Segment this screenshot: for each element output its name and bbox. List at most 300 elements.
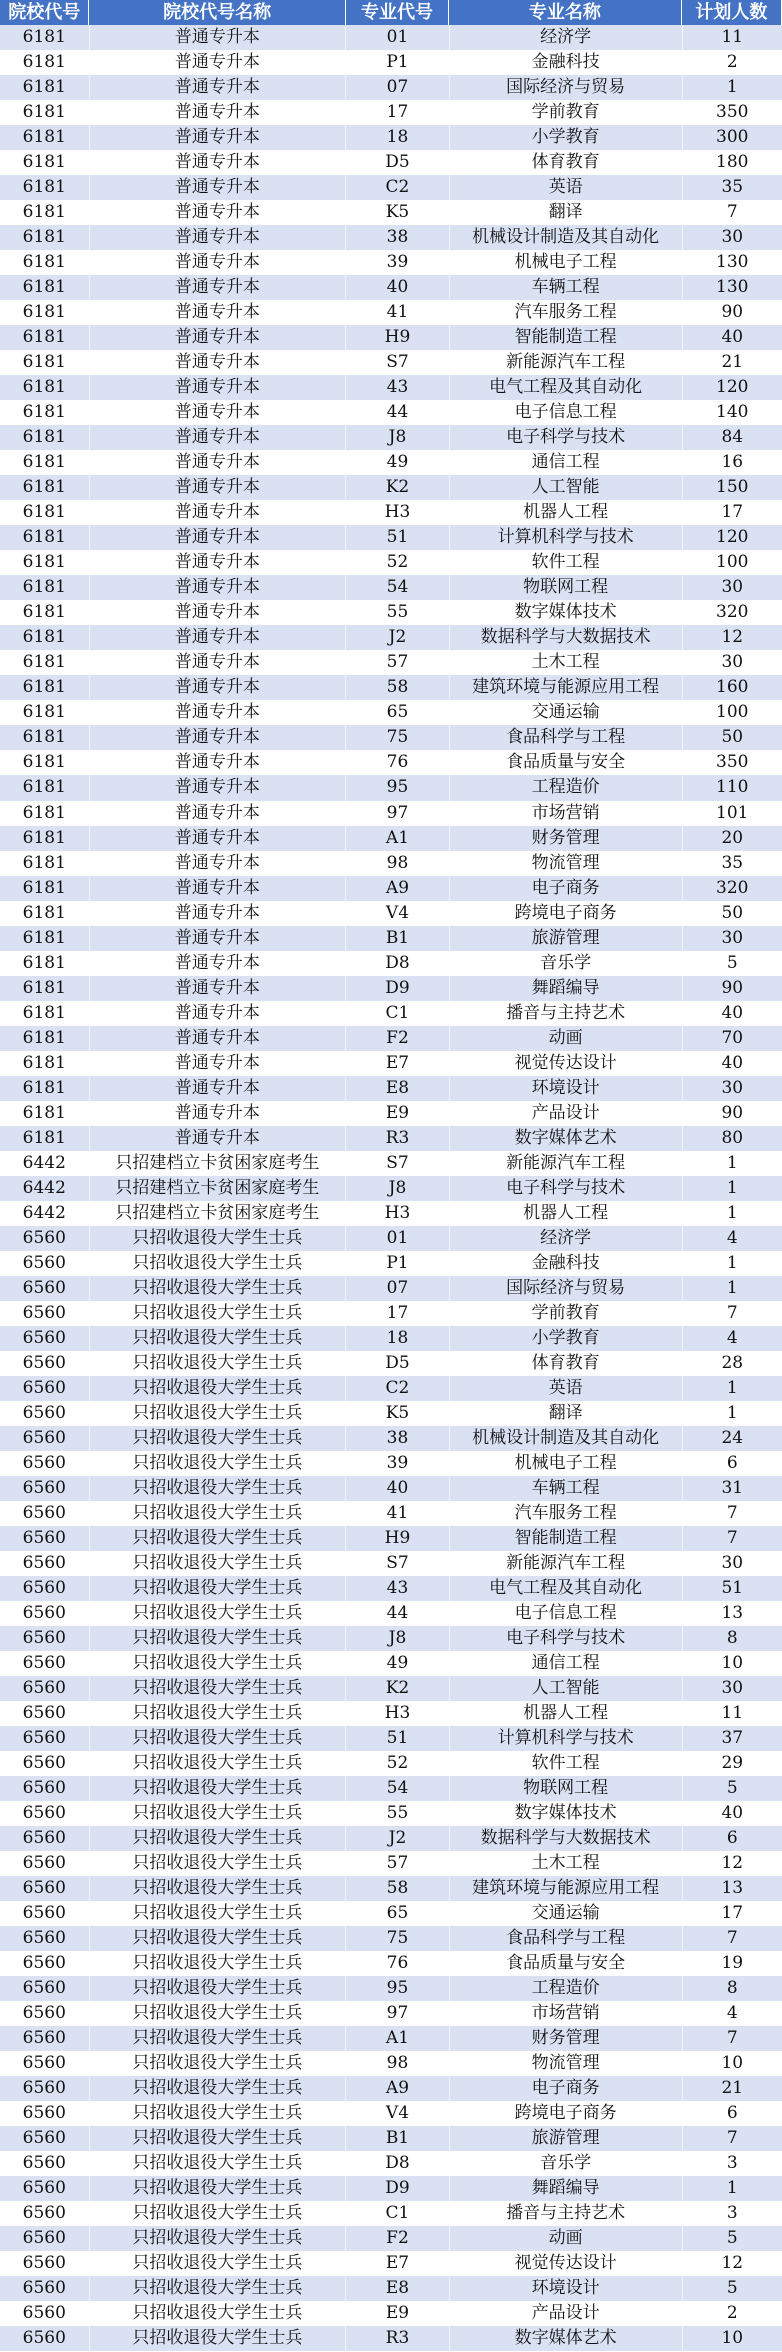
school-name-cell: 普通专升本 <box>90 851 347 876</box>
major-code-cell: S7 <box>346 350 449 375</box>
school-code-cell: 6560 <box>0 1701 90 1726</box>
major-code-cell: 57 <box>346 1851 449 1876</box>
major-name-cell: 学前教育 <box>450 1301 683 1326</box>
table-row <box>0 375 782 400</box>
major-name-cell: 小学教育 <box>450 125 683 150</box>
school-code-cell: 6181 <box>0 1076 90 1101</box>
school-name-cell: 普通专升本 <box>90 550 347 575</box>
school-code-cell: 6181 <box>0 375 90 400</box>
major-code-cell: 52 <box>346 1751 449 1776</box>
plan-count-cell: 2 <box>726 52 738 73</box>
major-code-cell: 38 <box>346 1426 449 1451</box>
table-row <box>0 425 782 450</box>
table-row <box>0 675 782 700</box>
major-code-cell: 55 <box>346 600 449 625</box>
major-name-cell: 体育教育 <box>450 150 683 175</box>
school-code-cell: 6181 <box>0 350 90 375</box>
school-name-cell: 普通专升本 <box>90 1001 347 1026</box>
major-code-cell: 75 <box>346 1926 449 1951</box>
school-name-cell: 只招建档立卡贫困家庭考生 <box>90 1201 347 1226</box>
major-name-cell: 数字媒体艺术 <box>450 2326 683 2351</box>
table-row <box>0 1451 782 1476</box>
major-code-cell: J8 <box>346 1626 449 1651</box>
school-name-cell: 普通专升本 <box>90 225 347 250</box>
major-code-cell: A9 <box>346 876 449 901</box>
table-row <box>0 2151 782 2176</box>
school-code-cell: 6560 <box>0 1776 90 1801</box>
school-name-cell: 只招收退役大学生士兵 <box>90 1401 347 1426</box>
major-name-cell: 数字媒体艺术 <box>450 1126 683 1151</box>
major-name-cell: 新能源汽车工程 <box>450 1551 683 1576</box>
major-name-cell: 数据科学与大数据技术 <box>450 625 683 650</box>
plan-count-cell: 140 <box>716 402 749 423</box>
major-code-cell: 75 <box>346 725 449 750</box>
major-name-cell: 市场营销 <box>450 801 683 826</box>
school-code-cell: 6560 <box>0 2326 90 2351</box>
plan-count-cell: 90 <box>721 1102 744 1123</box>
major-code-cell: 65 <box>346 1901 449 1926</box>
plan-count-cell: 12 <box>721 1853 744 1874</box>
major-name-cell: 软件工程 <box>450 550 683 575</box>
plan-count-cell: 101 <box>716 802 749 823</box>
school-code-cell: 6181 <box>0 500 90 525</box>
major-name-cell: 车辆工程 <box>450 275 683 300</box>
plan-count-cell: 1 <box>726 1252 738 1273</box>
major-code-cell: 95 <box>346 1976 449 2001</box>
major-code-cell: E9 <box>346 1101 449 1126</box>
major-name-cell: 经济学 <box>450 1226 683 1251</box>
major-name-cell: 新能源汽车工程 <box>450 1151 683 1176</box>
school-name-cell: 普通专升本 <box>90 475 347 500</box>
school-code-cell: 6181 <box>0 801 90 826</box>
plan-count-cell: 1 <box>726 1377 738 1398</box>
school-name-cell: 普通专升本 <box>90 951 347 976</box>
major-code-cell: 49 <box>346 450 449 475</box>
plan-count-cell: 4 <box>726 1227 738 1248</box>
table-row <box>0 1001 782 1026</box>
school-code-cell: 6560 <box>0 2101 90 2126</box>
school-name-cell: 只招收退役大学生士兵 <box>90 2326 347 2351</box>
school-code-cell: 6560 <box>0 1376 90 1401</box>
school-name-cell: 只招收退役大学生士兵 <box>90 2251 347 2276</box>
table-row <box>0 475 782 500</box>
major-code-cell: P1 <box>346 50 449 75</box>
major-code-cell: J8 <box>346 425 449 450</box>
major-name-cell: 市场营销 <box>450 2001 683 2026</box>
major-code-cell: D5 <box>346 150 449 175</box>
table-row <box>0 225 782 250</box>
table-row <box>0 1026 782 1051</box>
plan-count-cell: 130 <box>716 252 749 273</box>
table-row <box>0 1426 782 1451</box>
major-name-cell: 人工智能 <box>450 1676 683 1701</box>
header-major-code: 专业代号 <box>346 0 449 25</box>
school-name-cell: 只招收退役大学生士兵 <box>90 2226 347 2251</box>
plan-count-cell: 6 <box>726 1828 738 1849</box>
table-row <box>0 2301 782 2326</box>
school-code-cell: 6560 <box>0 1551 90 1576</box>
plan-count-cell: 12 <box>721 627 744 648</box>
school-name-cell: 只招收退役大学生士兵 <box>90 1726 347 1751</box>
major-name-cell: 环境设计 <box>450 1076 683 1101</box>
table-row <box>0 100 782 125</box>
major-name-cell: 电子信息工程 <box>450 400 683 425</box>
school-name-cell: 只招收退役大学生士兵 <box>90 1276 347 1301</box>
major-code-cell: 76 <box>346 750 449 775</box>
school-code-cell: 6560 <box>0 1276 90 1301</box>
table-row <box>0 1876 782 1901</box>
major-code-cell: E7 <box>346 1051 449 1076</box>
school-name-cell: 只招收退役大学生士兵 <box>90 2301 347 2326</box>
school-code-cell: 6560 <box>0 1576 90 1601</box>
school-name-cell: 普通专升本 <box>90 375 347 400</box>
major-name-cell: 数据科学与大数据技术 <box>450 1826 683 1851</box>
table-row <box>0 1376 782 1401</box>
school-code-cell: 6560 <box>0 1626 90 1651</box>
major-name-cell: 电气工程及其自动化 <box>450 1576 683 1601</box>
school-name-cell: 普通专升本 <box>90 801 347 826</box>
major-code-cell: 51 <box>346 1726 449 1751</box>
major-name-cell: 播音与主持艺术 <box>450 1001 683 1026</box>
school-code-cell: 6181 <box>0 475 90 500</box>
major-name-cell: 机器人工程 <box>450 1201 683 1226</box>
school-name-cell: 普通专升本 <box>90 600 347 625</box>
major-name-cell: 国际经济与贸易 <box>450 1276 683 1301</box>
table-row <box>0 2126 782 2151</box>
school-code-cell: 6181 <box>0 725 90 750</box>
school-name-cell: 普通专升本 <box>90 775 347 800</box>
table-row <box>0 575 782 600</box>
table-row <box>0 801 782 826</box>
plan-count-cell: 6 <box>726 1452 738 1473</box>
major-name-cell: 小学教育 <box>450 1326 683 1351</box>
plan-count-cell: 130 <box>716 277 749 298</box>
school-code-cell: 6181 <box>0 525 90 550</box>
school-name-cell: 普通专升本 <box>90 100 347 125</box>
school-name-cell: 只招收退役大学生士兵 <box>90 1926 347 1951</box>
school-code-cell: 6181 <box>0 625 90 650</box>
plan-count-cell: 30 <box>721 1678 744 1699</box>
plan-count-cell: 30 <box>721 1077 744 1098</box>
school-code-cell: 6181 <box>0 951 90 976</box>
school-name-cell: 只招收退役大学生士兵 <box>90 2176 347 2201</box>
plan-count-cell: 100 <box>716 702 749 723</box>
plan-count-cell: 1 <box>726 1152 738 1173</box>
school-code-cell: 6560 <box>0 1426 90 1451</box>
major-name-cell: 食品科学与工程 <box>450 725 683 750</box>
school-name-cell: 只招建档立卡贫困家庭考生 <box>90 1176 347 1201</box>
table-row <box>0 2076 782 2101</box>
major-code-cell: D9 <box>346 976 449 1001</box>
major-name-cell: 产品设计 <box>450 1101 683 1126</box>
school-name-cell: 只招收退役大学生士兵 <box>90 1551 347 1576</box>
plan-count-cell: 29 <box>721 1753 744 1774</box>
plan-count-cell: 30 <box>721 577 744 598</box>
major-name-cell: 财务管理 <box>450 826 683 851</box>
plan-count-cell: 19 <box>721 1953 744 1974</box>
school-code-cell: 6181 <box>0 826 90 851</box>
school-name-cell: 只招收退役大学生士兵 <box>90 1751 347 1776</box>
table-row <box>0 1326 782 1351</box>
school-name-cell: 普通专升本 <box>90 1126 347 1151</box>
school-code-cell: 6560 <box>0 1751 90 1776</box>
major-code-cell: 98 <box>346 2051 449 2076</box>
major-code-cell: C1 <box>346 2201 449 2226</box>
major-code-cell: 41 <box>346 300 449 325</box>
major-name-cell: 英语 <box>450 1376 683 1401</box>
table-row <box>0 2001 782 2026</box>
major-name-cell: 电气工程及其自动化 <box>450 375 683 400</box>
plan-count-cell: 1 <box>726 1202 738 1223</box>
school-code-cell: 6560 <box>0 1976 90 2001</box>
table-row <box>0 25 782 50</box>
school-code-cell: 6181 <box>0 25 90 50</box>
table-row <box>0 300 782 325</box>
school-name-cell: 普通专升本 <box>90 75 347 100</box>
plan-count-cell: 16 <box>721 452 744 473</box>
school-name-cell: 只招收退役大学生士兵 <box>90 1901 347 1926</box>
school-code-cell: 6560 <box>0 2126 90 2151</box>
major-name-cell: 交通运输 <box>450 700 683 725</box>
major-name-cell: 经济学 <box>450 25 683 50</box>
table-row <box>0 1601 782 1626</box>
table-row <box>0 600 782 625</box>
major-name-cell: 食品科学与工程 <box>450 1926 683 1951</box>
major-code-cell: 43 <box>346 1576 449 1601</box>
major-code-cell: H3 <box>346 1701 449 1726</box>
table-row <box>0 1926 782 1951</box>
major-name-cell: 工程造价 <box>450 1976 683 2001</box>
school-name-cell: 只招收退役大学生士兵 <box>90 1676 347 1701</box>
plan-count-cell: 35 <box>721 852 744 873</box>
table-row <box>0 75 782 100</box>
major-code-cell: C1 <box>346 1001 449 1026</box>
school-code-cell: 6181 <box>0 175 90 200</box>
major-code-cell: K5 <box>346 200 449 225</box>
school-code-cell: 6181 <box>0 50 90 75</box>
school-code-cell: 6560 <box>0 1451 90 1476</box>
table-row <box>0 2176 782 2201</box>
school-code-cell: 6181 <box>0 200 90 225</box>
major-code-cell: D9 <box>346 2176 449 2201</box>
school-name-cell: 普通专升本 <box>90 400 347 425</box>
header-school-name: 院校代号名称 <box>89 0 345 25</box>
school-name-cell: 只招收退役大学生士兵 <box>90 2101 347 2126</box>
school-name-cell: 普通专升本 <box>90 625 347 650</box>
school-name-cell: 只招收退役大学生士兵 <box>90 1526 347 1551</box>
major-code-cell: 49 <box>346 1651 449 1676</box>
plan-count-cell: 30 <box>721 1552 744 1573</box>
major-code-cell: C2 <box>346 175 449 200</box>
school-name-cell: 只招收退役大学生士兵 <box>90 1376 347 1401</box>
major-name-cell: 物流管理 <box>450 851 683 876</box>
school-code-cell: 6560 <box>0 2051 90 2076</box>
major-code-cell: D8 <box>346 2151 449 2176</box>
major-name-cell: 翻译 <box>450 1401 683 1426</box>
major-code-cell: 41 <box>346 1501 449 1526</box>
school-code-cell: 6442 <box>0 1176 90 1201</box>
major-code-cell: E8 <box>346 2276 449 2301</box>
table-row <box>0 275 782 300</box>
school-code-cell: 6181 <box>0 1051 90 1076</box>
plan-count-cell: 8 <box>726 1628 738 1649</box>
school-code-cell: 6181 <box>0 300 90 325</box>
major-name-cell: 人工智能 <box>450 475 683 500</box>
table-row <box>0 250 782 275</box>
major-name-cell: 食品质量与安全 <box>450 1951 683 1976</box>
table-row <box>0 1051 782 1076</box>
table-row <box>0 876 782 901</box>
school-code-cell: 6560 <box>0 2151 90 2176</box>
table-row <box>0 125 782 150</box>
school-name-cell: 普通专升本 <box>90 350 347 375</box>
major-code-cell: 38 <box>346 225 449 250</box>
school-name-cell: 只招收退役大学生士兵 <box>90 1776 347 1801</box>
major-name-cell: 体育教育 <box>450 1351 683 1376</box>
major-name-cell: 音乐学 <box>450 2151 683 2176</box>
major-code-cell: 43 <box>346 375 449 400</box>
table-row <box>0 1301 782 1326</box>
plan-count-cell: 120 <box>716 527 749 548</box>
table-row <box>0 1076 782 1101</box>
plan-count-cell: 37 <box>721 1728 744 1749</box>
table-row <box>0 1726 782 1751</box>
table-row <box>0 1276 782 1301</box>
major-code-cell: 07 <box>346 1276 449 1301</box>
school-name-cell: 只招收退役大学生士兵 <box>90 1301 347 1326</box>
school-code-cell: 6560 <box>0 1851 90 1876</box>
plan-count-cell: 20 <box>721 827 744 848</box>
major-name-cell: 舞蹈编导 <box>450 976 683 1001</box>
major-name-cell: 计算机科学与技术 <box>450 525 683 550</box>
major-code-cell: 52 <box>346 550 449 575</box>
table-row <box>0 350 782 375</box>
major-name-cell: 电子信息工程 <box>450 1601 683 1626</box>
school-code-cell: 6560 <box>0 1951 90 1976</box>
plan-count-cell: 350 <box>716 102 749 123</box>
plan-count-cell: 1 <box>726 1277 738 1298</box>
school-code-cell: 6181 <box>0 575 90 600</box>
school-name-cell: 只招收退役大学生士兵 <box>90 1626 347 1651</box>
school-code-cell: 6560 <box>0 1876 90 1901</box>
major-name-cell: 跨境电子商务 <box>450 2101 683 2126</box>
plan-count-cell: 180 <box>716 152 749 173</box>
major-code-cell: A9 <box>346 2076 449 2101</box>
major-name-cell: 数字媒体技术 <box>450 600 683 625</box>
major-name-cell: 车辆工程 <box>450 1476 683 1501</box>
school-name-cell: 只招收退役大学生士兵 <box>90 1876 347 1901</box>
school-name-cell: 只招收退役大学生士兵 <box>90 1351 347 1376</box>
school-code-cell: 6181 <box>0 550 90 575</box>
school-code-cell: 6181 <box>0 976 90 1001</box>
plan-count-cell: 80 <box>721 1127 744 1148</box>
table-row <box>0 1701 782 1726</box>
major-name-cell: 电子科学与技术 <box>450 1626 683 1651</box>
plan-count-cell: 6 <box>726 2103 738 2124</box>
table-row <box>0 400 782 425</box>
school-name-cell: 普通专升本 <box>90 425 347 450</box>
table-row <box>0 1851 782 1876</box>
school-name-cell: 只招收退役大学生士兵 <box>90 1451 347 1476</box>
school-code-cell: 6181 <box>0 901 90 926</box>
major-code-cell: 58 <box>346 675 449 700</box>
school-code-cell: 6560 <box>0 1526 90 1551</box>
major-code-cell: J8 <box>346 1176 449 1201</box>
major-code-cell: D5 <box>346 1351 449 1376</box>
table-row <box>0 200 782 225</box>
school-code-cell: 6181 <box>0 675 90 700</box>
major-code-cell: 01 <box>346 25 449 50</box>
school-name-cell: 只招收退役大学生士兵 <box>90 2026 347 2051</box>
major-code-cell: 39 <box>346 250 449 275</box>
plan-count-cell: 1 <box>726 1177 738 1198</box>
plan-count-cell: 1 <box>726 1402 738 1423</box>
table-row <box>0 2326 782 2351</box>
table-row <box>0 1101 782 1126</box>
school-name-cell: 只招收退役大学生士兵 <box>90 1951 347 1976</box>
plan-count-cell: 350 <box>716 752 749 773</box>
school-code-cell: 6181 <box>0 125 90 150</box>
major-code-cell: 44 <box>346 1601 449 1626</box>
school-code-cell: 6181 <box>0 1001 90 1026</box>
school-code-cell: 6181 <box>0 150 90 175</box>
school-code-cell: 6560 <box>0 1251 90 1276</box>
school-code-cell: 6560 <box>0 1651 90 1676</box>
major-name-cell: 通信工程 <box>450 1651 683 1676</box>
plan-count-cell: 90 <box>721 977 744 998</box>
table-row <box>0 1176 782 1201</box>
major-code-cell: C2 <box>346 1376 449 1401</box>
major-name-cell: 物联网工程 <box>450 575 683 600</box>
table-row <box>0 1751 782 1776</box>
major-name-cell: 旅游管理 <box>450 926 683 951</box>
school-name-cell: 普通专升本 <box>90 926 347 951</box>
major-code-cell: 07 <box>346 75 449 100</box>
major-name-cell: 财务管理 <box>450 2026 683 2051</box>
major-code-cell: 18 <box>346 125 449 150</box>
table-row <box>0 150 782 175</box>
school-code-cell: 6442 <box>0 1201 90 1226</box>
table-row <box>0 650 782 675</box>
major-name-cell: 汽车服务工程 <box>450 300 683 325</box>
school-code-cell: 6560 <box>0 1926 90 1951</box>
plan-count-cell: 5 <box>726 2228 738 2249</box>
school-code-cell: 6560 <box>0 1501 90 1526</box>
table-row <box>0 2226 782 2251</box>
plan-count-cell: 40 <box>721 1803 744 1824</box>
major-code-cell: 55 <box>346 1801 449 1826</box>
major-code-cell: K2 <box>346 1676 449 1701</box>
major-name-cell: 智能制造工程 <box>450 325 683 350</box>
table-row <box>0 1526 782 1551</box>
school-name-cell: 只招收退役大学生士兵 <box>90 2126 347 2151</box>
plan-count-cell: 7 <box>726 202 738 223</box>
major-name-cell: 物联网工程 <box>450 1776 683 1801</box>
major-name-cell: 电子商务 <box>450 876 683 901</box>
school-code-cell: 6181 <box>0 851 90 876</box>
school-name-cell: 只招收退役大学生士兵 <box>90 1601 347 1626</box>
school-name-cell: 只招收退役大学生士兵 <box>90 1501 347 1526</box>
plan-count-cell: 28 <box>721 1352 744 1373</box>
major-code-cell: P1 <box>346 1251 449 1276</box>
major-code-cell: 97 <box>346 2001 449 2026</box>
plan-count-cell: 12 <box>721 2253 744 2274</box>
school-name-cell: 只招收退役大学生士兵 <box>90 1476 347 1501</box>
major-code-cell: 95 <box>346 775 449 800</box>
table-row <box>0 1251 782 1276</box>
plan-count-cell: 7 <box>726 1502 738 1523</box>
major-code-cell: S7 <box>346 1551 449 1576</box>
